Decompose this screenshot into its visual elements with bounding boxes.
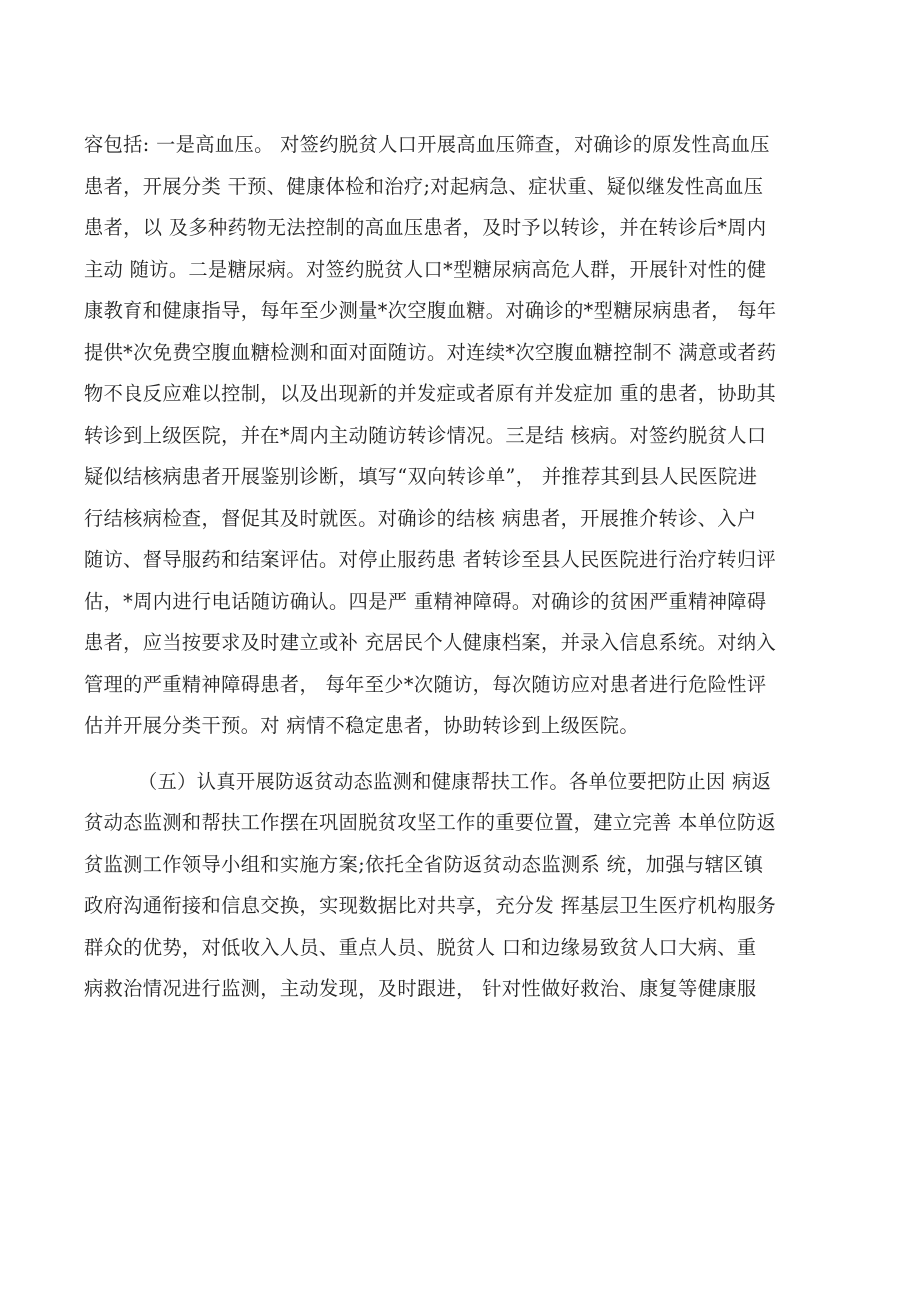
- text-line: 随访、督导服药和结案评估。对停止服药患 者转诊至县人民医院进行治疗转归评: [84, 548, 777, 571]
- paragraph-spacer: [84, 747, 844, 761]
- text-line: 政府沟通衔接和信息交换，实现数据比对共享，充分发 挥基层卫生医疗机构服务: [84, 894, 777, 917]
- text-line: 主动 随访。二是糖尿病。对签约脱贫人口*型糖尿病高危人群，开展针对性的健: [84, 257, 767, 281]
- paragraph-poverty-monitoring: [84, 761, 844, 1010]
- text-line: 患者，以 及多种药物无法控制的高血压患者，及时予以转诊，并在转诊后*周内: [84, 216, 767, 239]
- text-line: （五）认真开展防返贫动态监测和健康帮扶工作。各单位要把防止因 病返: [138, 769, 772, 793]
- text-line: 患者，应当按要求及时建立或补 充居民个人健康档案，并录入信息系统。对纳入: [84, 631, 777, 654]
- text-line: 管理的严重精神障碍患者， 每年至少*次随访，每次随访应对患者进行危险性评: [84, 672, 767, 696]
- text-line: 康教育和健康指导，每年至少测量*次空腹血糖。对确诊的*型糖尿病患者， 每年: [84, 299, 777, 322]
- text-line: 物不良反应难以控制，以及出现新的并发症或者原有并发症加 重的患者，协助其: [84, 382, 777, 405]
- text-line: 估，*周内进行电话随访确认。四是严 重精神障碍。对确诊的贫困严重精神障碍: [84, 589, 767, 613]
- text-line: 贫动态监测和帮扶工作摆在巩固脱贫攻坚工作的重要位置，建立完善 本单位防返: [84, 811, 777, 834]
- document-body: [84, 124, 844, 1010]
- paragraph-chronic-disease: [84, 124, 844, 747]
- text-line: 贫监测工作领导小组和实施方案;依托全省防返贫动态监测系 统，加强与辖区镇: [84, 852, 764, 876]
- text-line: 群众的优势，对低收入人员、重点人员、脱贫人 口和边缘易致贫人口大病、重: [84, 935, 757, 959]
- text-line: 病救治情况进行监测，主动发现，及时跟进， 针对性做好救治、康复等健康服: [84, 977, 757, 1000]
- text-line: 转诊到上级医院，并在*周内主动随访转诊情况。三是结 核病。对签约脱贫人口: [84, 423, 767, 447]
- text-line: 行结核病检查，督促其及时就医。对确诊的结核 病患者，开展推介转诊、入户: [84, 506, 757, 530]
- text-line: 容包括: 一是高血压。 对签约脱贫人口开展高血压筛查，对确诊的原发性高血压: [84, 133, 770, 156]
- text-line: 患者，开展分类 干预、健康体检和治疗;对起病急、症状重、疑似继发性高血压: [84, 174, 764, 198]
- text-line: 提供*次免费空腹血糖检测和面对面随访。对连续*次空腹血糖控制不 满意或者药: [84, 340, 777, 364]
- text-line: 估并开展分类干预。对 病情不稳定患者，协助转诊到上级医院。: [84, 714, 639, 737]
- text-line: 疑似结核病患者开展鉴别诊断，填写“双向转诊单”， 并推荐其到县人民医院进: [84, 465, 758, 488]
